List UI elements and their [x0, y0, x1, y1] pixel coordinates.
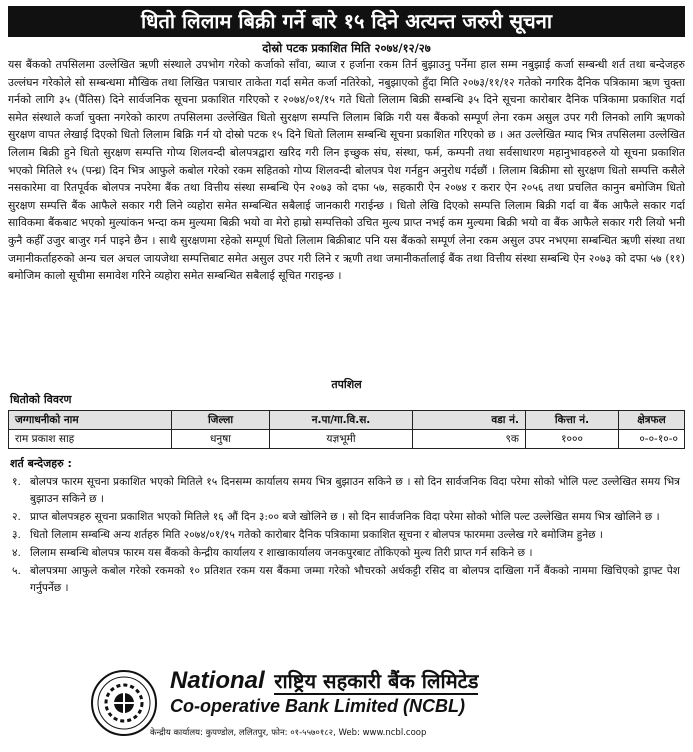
col-district: जिल्ला — [172, 411, 270, 430]
bank-name-national: National — [170, 667, 265, 694]
col-owner-name: जग्गाधनीको नाम — [9, 411, 172, 430]
list-item — [8, 527, 680, 544]
cell-municipality: यज्ञभूमी — [270, 430, 413, 449]
col-area: क्षेत्रफल — [619, 411, 685, 430]
publication-date: दोस्रो पटक प्रकाशित मिति २०७४/१२/२७ — [262, 41, 431, 55]
item-text: बोलपत्रमा आफुले कबोल गरेको रकमको १० प्रतिशत रकम यस बैंकमा जम्मा गरेको भौचरको अर्धकट्टी रसिद वा बोलपत्र दाखिला गर्ने बैंकको नाममा खिचिएको ड्राफ्ट पेश गर्नुपर्नेछ । — [30, 565, 680, 594]
cell-ward-no: ९क — [413, 430, 526, 449]
item-number: ५. — [12, 565, 21, 577]
bank-contact-info: केन्द्रीय कार्यालय: कुपण्डोल, ललितपुर, फोन: ०१-५५७०१८२, Web: www.ncbl.coop — [150, 728, 427, 738]
table-header-row — [9, 411, 685, 430]
col-plot-no: कित्ता नं. — [526, 411, 619, 430]
list-item — [8, 545, 680, 562]
schedule-heading: तपशिल — [331, 378, 362, 391]
item-text: धितो लिलाम सम्बन्धि अन्य शर्तहरु मिति २०७४/०१/१५ गतेको कारोबार दैनिक पत्रिकामा प्रकाशित सूचना र बोलपत्र फारममा उल्लेख गरे बमोजिम हुनेछ । — [30, 529, 603, 541]
item-text: लिलाम सम्बन्धि बोलपत्र फारम यस बैंकको केन्द्रीय कार्यालय र शाखाकार्यालय जनकपुरबाट तोकिएको मुल्य तिरी प्राप्त गर्न सकिने छ । — [30, 547, 533, 559]
list-item — [8, 474, 680, 508]
cell-district: धनुषा — [172, 430, 270, 449]
collateral-details-label: धितोको विवरण — [10, 393, 72, 406]
conditions-list — [8, 474, 680, 598]
bank-name-line1 — [170, 667, 478, 695]
bank-name-nepali: राष्ट्रिय सहकारी बैंक लिमिटेड — [274, 669, 479, 693]
item-text: बोलपत्र फारम सूचना प्रकाशित भएको मितिले १५ दिनसम्म कार्यालय समय भित्र बुझाउन सकिने छ । सो दिन सार्वजनिक विदा परेमा सोको भोलि पल्ट उल्लेखित समय भित्र बुझाउन सकिने छ । — [30, 476, 680, 505]
bank-footer — [90, 663, 650, 745]
item-text: प्राप्त बोलपत्रहरु सूचना प्रकाशित भएको मितिले १६ औं दिन ३:०० बजे खोलिने छ । सो दिन सार्वजनिक विदा परेमा सोको भोलि पल्ट उल्लेखित समय भित्र खोलिने छ । — [30, 511, 660, 523]
col-ward-no: वडा नं. — [413, 411, 526, 430]
conditions-heading: शर्त बन्देजहरु : — [10, 457, 72, 470]
bank-name-english: Co-operative Bank Limited (NCBL) — [170, 696, 466, 716]
cell-area: ०-०-१०-० — [619, 430, 685, 449]
collateral-table — [8, 410, 685, 449]
item-number: ३. — [12, 529, 21, 541]
list-item — [8, 563, 680, 597]
notice-title: धितो लिलाम बिक्री गर्ने बारे १५ दिने अत्यन्त जरुरी सूचना — [8, 6, 685, 37]
cell-plot-no: १००० — [526, 430, 619, 449]
notice-body: यस बैंकको तपसिलमा उल्लेखित ऋणी संस्थाले उपभोग गरेको कर्जाको साँवा, ब्याज र हर्जाना रकम तिर्न बुझाउनु पर्नेमा हाल सम्म नबुझाई कर्जा सम्बन्धी शर्त तथा बन्देजहरु उल्लंघन गरेकोले सो सम्बन्धमा मौखिक तथा लिखित पत्राचार ताकेता गर्दा समेत कर्जा नतिरेको, नबुझाएको हुँदा मिति २०७३/११/१२ गतेको नगरिक दैनिक पत्रिकामा ऋण चुक्ता गर्नको लागि ३५ (पैंतिस) दिने सार्वजनिक सूचना प्रकाशित गरिएको र २०७४/०१/१५ गते धितो लिलाम बिक्री सम्बन्धि ३५ दिने सूचना कारोबार दैनिक पत्रिकामा प्रकाशित गर्दा समेत संस्थाले कर्जा चुक्ता नगरेको कारण तपसिलमा उल्लेखित धितो सुरक्षण सम्पत्ति लिलाम बिक्रि गरी यस बैंकको सम्पूर्ण लेना रकम असुल उपर गरी लिनको लागि ऋणको सुरक्षण वापत लेखाई दिएको धितो लिलाम बिक्रि गर्न यो दोस्रो पटक १५ दिने धितो लिलाम सम्बन्धि सूचना प्रकाशित गरिएको छ । अत उल्लेखित म्याद भित्र तपसिलमा उल्लेखित लिलाम बिक्री हुने धितो सुरक्षण सम्पत्ति गोप्य शिलवन्दी बोलपत्रद्वारा खरिद गरी लिन इच्छुक संघ, संस्था, फर्म, कम्पनी तथा सर्वसाधारण महानुभावहरुले यो सूचना प्रकाशित भएको मितिले १५ (पन्ध्र) दिन भित्र आफुले कबोल गरेको रकम सहितको गोप्य शिलवन्दी बोलपत्र पेश गर्नहुन अनुरोध गर्दछौं । लिलाम बिक्रीमा सो सुरक्षण धितो सम्पत्ति कसैले नसकारेमा वा रितपूर्वक बोलपत्र नपरेमा बैंक तथा वित्तीय संस्था सम्बन्धि ऐन २०७३ को दफा ५७, सहकारी ऐन २०७४ र करार ऐन २०५६ तथा प्रचलित कानुन बमोजिम धितो सुरक्षण सम्पत्ति बैंक आफैले सकार गरी लिने व्यहोरा समेत सम्बन्धित सबैलाई जानकारी गराईन्छ । धितो लेखि दिएको सम्पत्ति लिलाम बिक्री गर्दा वा बैंक आफैले सकार गर्दा साविकमा बैंकबाट भएको मुल्यांकन भन्दा कम मुल्यमा बिक्री भयो वा मेरो हाम्रो सम्पत्तिको उचित मुल्य प्राप्त नभई कम मुल्यमा बिक्री भयो वा बैंक आफैले सकार गरी लियो भनी कुनै कहीँ उजुर बाजुर गर्न पाइने छैन । साथै सुरक्षणमा रहेको सम्पूर्ण धितो लिलाम बिक्रीबाट पनि यस बैंकको सम्पूर्ण लेना रकम असुल उपर नभएमा सम्बन्धित ऋणी संस्था तथा जमानीकर्ताहरुको अन्य चल अचल जायजेथा सम्पत्तिबाट समेत असुल उपर गरी लिने र ऋणी तथा जमानीकर्तालाई बैंक तथा वित्तीय संस्था सम्बन्धि ऐन २०७३ को दफा ५७ (११) बमोजिम कालो सूचीमा समावेश गरिने व्यहोरा समेत सम्बन्धित सबैलाई सूचित गराइन्छ । — [8, 58, 685, 283]
bank-logo-icon — [90, 669, 158, 737]
item-number: २. — [12, 511, 21, 523]
col-municipality: न.पा/गा.वि.स. — [270, 411, 413, 430]
cell-owner-name: राम प्रकाश साह — [9, 430, 172, 449]
item-number: १. — [12, 476, 21, 488]
table-row — [9, 430, 685, 449]
item-number: ४. — [12, 547, 21, 559]
list-item — [8, 509, 680, 526]
